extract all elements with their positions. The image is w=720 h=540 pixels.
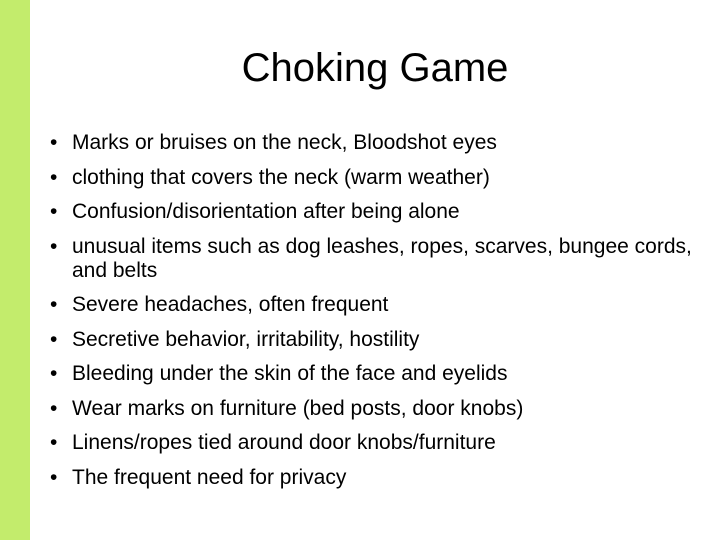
bullet-icon: • [50,465,58,489]
bullet-icon: • [50,234,58,258]
bullet-text: Confusion/disorientation after being alone [72,200,460,223]
bullet-icon: • [50,396,58,420]
bullet-icon: • [50,293,58,316]
slide-title: Choking Game [241,46,509,90]
bullet-icon: • [50,431,58,454]
bullet-item [50,200,700,224]
bullet-text: Marks or bruises on the neck, Bloodshot eyes [72,131,497,154]
bullet-text: Wear marks on furniture (bed posts, door knobs) [72,396,524,420]
bullet-item [50,293,700,317]
bullet-icon: • [50,200,58,223]
bullet-text: clothing that covers the neck (warm weather) [72,165,490,189]
bullet-item [50,466,700,490]
bullet-list [50,131,700,500]
bullet-text: Linens/ropes tied around door knobs/furniture [72,431,496,454]
bullet-item [50,328,700,352]
bullet-text: Secretive behavior, irritability, hostility [72,327,420,351]
bullet-text: unusual items such as dog leashes, ropes, scarves, bungee cords, and belts [72,234,692,282]
bullet-item [50,397,700,421]
bullet-item [50,362,700,386]
bullet-item [50,166,700,190]
bullet-icon: • [50,131,58,154]
bullet-icon: • [50,327,58,351]
bullet-item [50,131,700,155]
bullet-text: Severe headaches, often frequent [72,293,389,316]
bullet-icon: • [50,165,58,189]
bullet-text: The frequent need for privacy [72,465,347,489]
bullet-icon: • [50,362,58,385]
accent-bar [0,0,30,540]
bullet-item [50,431,700,455]
bullet-item [50,235,700,283]
bullet-text: Bleeding under the skin of the face and eyelids [72,362,508,385]
